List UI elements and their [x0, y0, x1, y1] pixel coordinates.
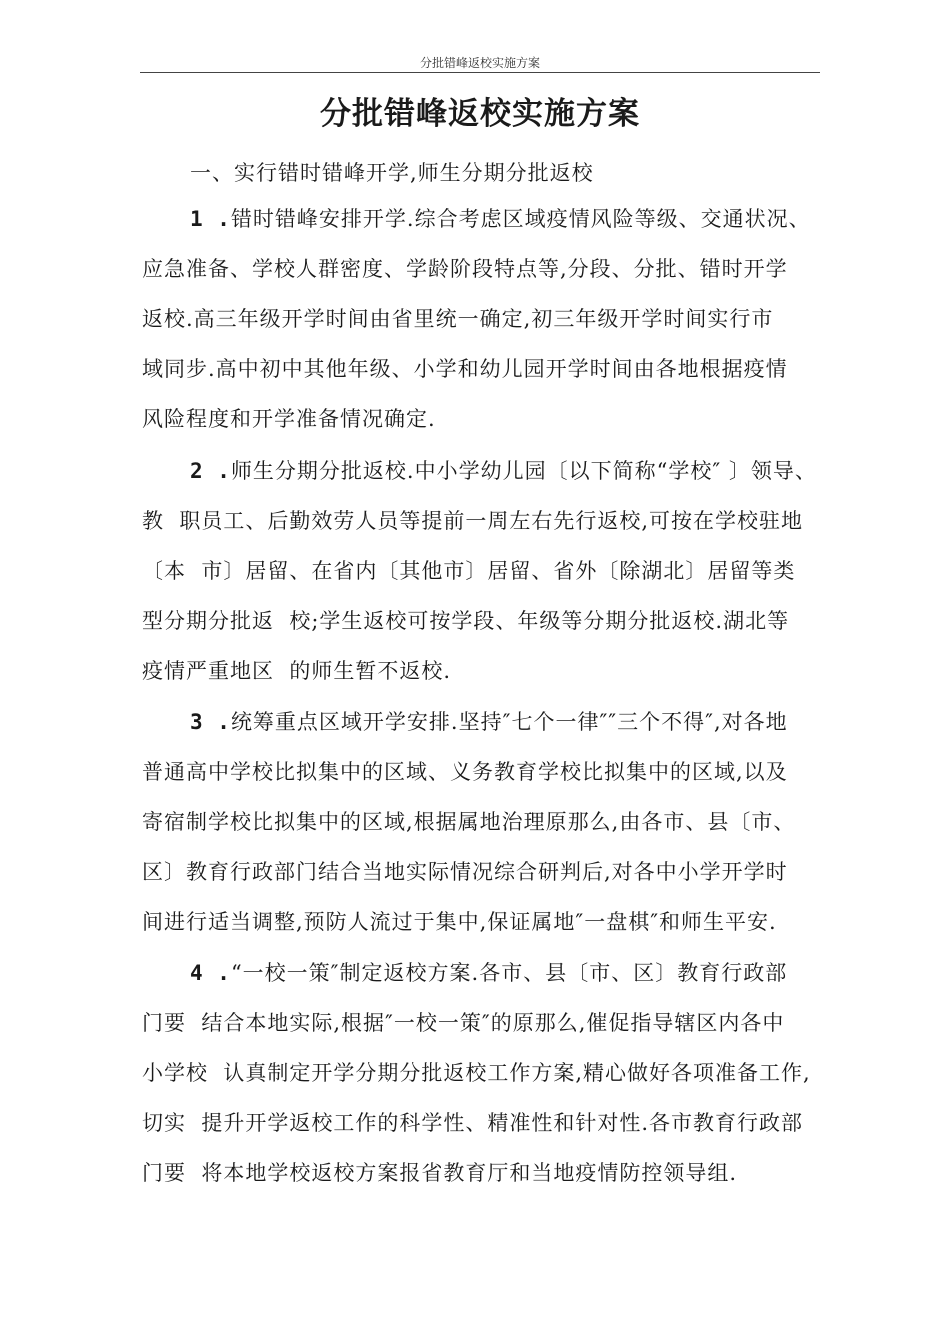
item-number: 1 . — [190, 207, 231, 231]
paragraph-line: 区〕教育行政部门结合当地实际情况综合研判后,对各中小学开学时 — [142, 860, 788, 884]
paragraph-line: 应急准备、学校人群密度、学龄阶段特点等,分段、分批、错时开学 — [142, 257, 788, 281]
item-number: 2 . — [190, 459, 231, 483]
document-title: 分批错峰返校实施方案 — [320, 96, 640, 132]
paragraph-line: 型分期分批返 校;学生返校可按学段、年级等分期分批返校.湖北等 — [142, 609, 790, 633]
paragraph-line: 教 职员工、后勤效劳人员等提前一周左右先行返校,可按在学校驻地 — [142, 509, 804, 533]
item-text: 错时错峰安排开学.综合考虑区域疫情风险等级、交通状况、 — [230, 207, 811, 231]
item-text: “一校一策″制定返校方案.各市、县〔市、区〕教育行政部 — [230, 961, 788, 985]
paragraph-line: 〔本 市〕居留、在省内〔其他市〕居留、省外〔除湖北〕居留等类 — [142, 559, 796, 583]
paragraph-line: 间进行适当调整,预防人流过于集中,保证属地″一盘棋″和师生平安. — [142, 910, 777, 934]
header-divider — [140, 72, 820, 73]
item-number: 3 . — [190, 710, 231, 734]
paragraph-line: 小学校 认真制定开学分期分批返校工作方案,精心做好各项准备工作, — [142, 1061, 811, 1085]
paragraph-line — [190, 204, 811, 234]
paragraph-line: 门要 结合本地实际,根据″一校一策″的原那么,催促指导辖区内各中 — [142, 1011, 785, 1035]
paragraph-line: 切实 提升开学返校工作的科学性、精准性和针对性.各市教育行政部 — [142, 1111, 804, 1135]
running-header: 分批错峰返校实施方案 — [419, 56, 540, 70]
item-number: 4 . — [190, 961, 231, 985]
paragraph-line — [190, 958, 787, 988]
item-text: 统筹重点区域开学安排.坚持″七个一律″″三个不得″,对各地 — [230, 710, 788, 734]
paragraph-line: 返校.高三年级开学时间由省里统一确定,初三年级开学时间实行市 — [142, 307, 774, 331]
paragraph-line — [190, 707, 788, 737]
item-text: 师生分期分批返校.中小学幼儿园〔以下简称“学校″ 〕领导、 — [230, 459, 817, 483]
paragraph-line: 寄宿制学校比拟集中的区域,根据属地治理原那么,由各市、县〔市、 — [142, 810, 796, 834]
section-heading: 一、实行错时错峰开学,师生分期分批返校 — [190, 161, 594, 185]
paragraph-line: 疫情严重地区 的师生暂不返校. — [142, 659, 452, 683]
paragraph-line: 域同步.高中初中其他年级、小学和幼儿园开学时间由各地根据疫情 — [142, 357, 788, 381]
paragraph-line: 普通高中学校比拟集中的区域、义务教育学校比拟集中的区域,以及 — [142, 760, 788, 784]
paragraph-line — [190, 456, 817, 486]
paragraph-line: 门要 将本地学校返校方案报省教育厅和当地疫情防控领导组. — [142, 1161, 738, 1185]
paragraph-line: 风险程度和开学准备情况确定. — [142, 407, 436, 431]
